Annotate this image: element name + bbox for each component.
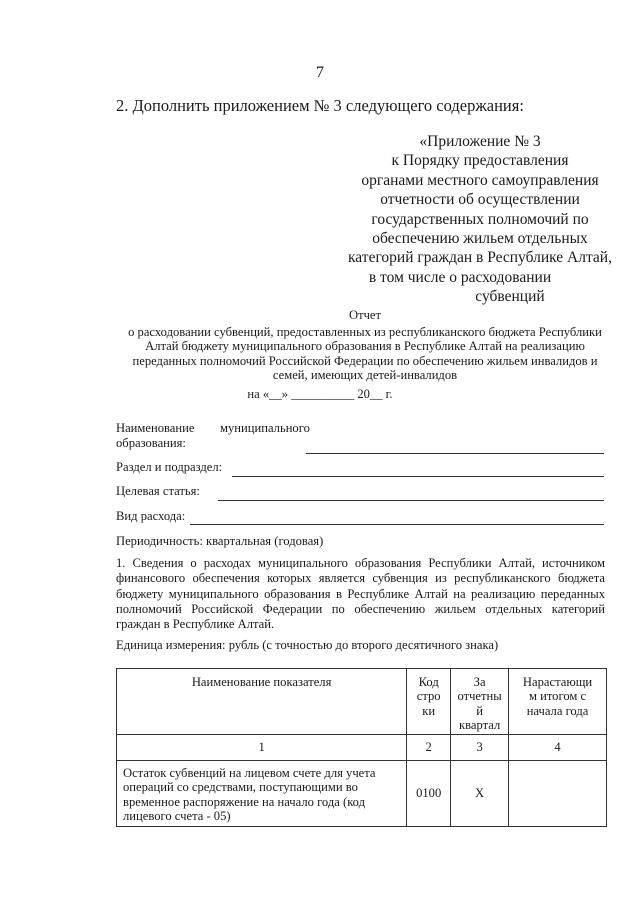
- expense-type-fill-line[interactable]: [190, 524, 604, 525]
- appendix-line: категорий граждан в Республике Алтай,: [348, 249, 612, 267]
- page-number: 7: [316, 64, 324, 81]
- table-header-row: [117, 669, 607, 735]
- municipality-label-end: образования:: [116, 436, 186, 450]
- column-number: 4: [509, 735, 607, 761]
- target-article-label: Целевая статья:: [116, 484, 200, 498]
- table-row: [117, 761, 607, 827]
- header-row-code: Код стро ки: [407, 669, 451, 735]
- report-title: Отчет: [348, 308, 382, 322]
- row-quarter-value: X: [451, 761, 509, 827]
- municipality-fill-line[interactable]: [306, 453, 604, 454]
- section-label: Раздел и подраздел:: [116, 460, 223, 474]
- row-indicator-name: Остаток субвенций на лицевом счете для учета операций со средствами, поступающими во временное распоряжение на начало года (код лицевого счета - 05): [117, 761, 407, 827]
- report-date-line: на «__» __________ 20__ г.: [247, 387, 393, 401]
- appendix-line: к Порядку предоставления: [391, 152, 569, 170]
- appendix-line: отчетности об осуществлении: [380, 191, 580, 209]
- appendix-line: в том числе о расходовании: [368, 268, 552, 286]
- section-1-paragraph: 1. Сведения о расходах муниципального образования Республики Алтай, источником финансового обеспечения которых является субвенция из республиканского бюджета бюджету муниципального образования в Республике Алтай на реализацию переданных полномочий Российской Федерации по обеспечению жильем отдельных категорий граждан в Республике Алтай.: [116, 556, 605, 632]
- report-subtitle-line: о расходовании субвенций, предоставленных из республиканского бюджета Республики: [128, 324, 602, 339]
- appendix-line: государственных полномочий по: [371, 210, 589, 228]
- header-quarter: За отчетны й квартал: [451, 669, 509, 735]
- section-fill-line[interactable]: [232, 476, 604, 477]
- municipality-label: Наименование: [116, 421, 195, 435]
- appendix-line: «Приложение № 3: [419, 133, 541, 150]
- column-number: 1: [117, 735, 407, 761]
- header-indicator-name: Наименование показателя: [117, 669, 407, 735]
- appendix-line: органами местного самоуправления: [361, 171, 599, 189]
- column-number: 3: [451, 735, 509, 761]
- unit-of-measure: Единица измерения: рубль (с точностью до второго десятичного знака): [116, 638, 499, 652]
- instruction-text: 2. Дополнить приложением № 3 следующего содержания:: [116, 96, 524, 115]
- appendix-line: обеспечению жильем отдельных: [372, 230, 588, 248]
- report-table: [116, 668, 607, 827]
- report-subtitle-line: Алтай бюджету муниципального образования в Республике Алтай на реализацию: [145, 339, 585, 354]
- report-subtitle-line: переданных полномочий Российской Федерации по обеспечению жильем инвалидов и: [132, 353, 598, 368]
- target-article-fill-line[interactable]: [218, 500, 604, 501]
- appendix-heading: [330, 132, 630, 307]
- row-code: 0100: [407, 761, 451, 827]
- row-cumulative-value: [509, 761, 607, 827]
- report-subtitle-line: семей, имеющих детей-инвалидов: [272, 368, 458, 383]
- header-cumulative: Нарастающи м итогом с начала года: [509, 669, 607, 735]
- column-number: 2: [407, 735, 451, 761]
- municipality-label-cont: муниципального: [220, 421, 310, 435]
- table-column-number-row: [117, 735, 607, 761]
- periodicity-text: Периодичность: квартальная (годовая): [116, 534, 324, 548]
- expense-type-label: Вид расхода:: [116, 509, 186, 523]
- report-heading: [110, 308, 620, 383]
- appendix-line: субвенций: [475, 288, 545, 306]
